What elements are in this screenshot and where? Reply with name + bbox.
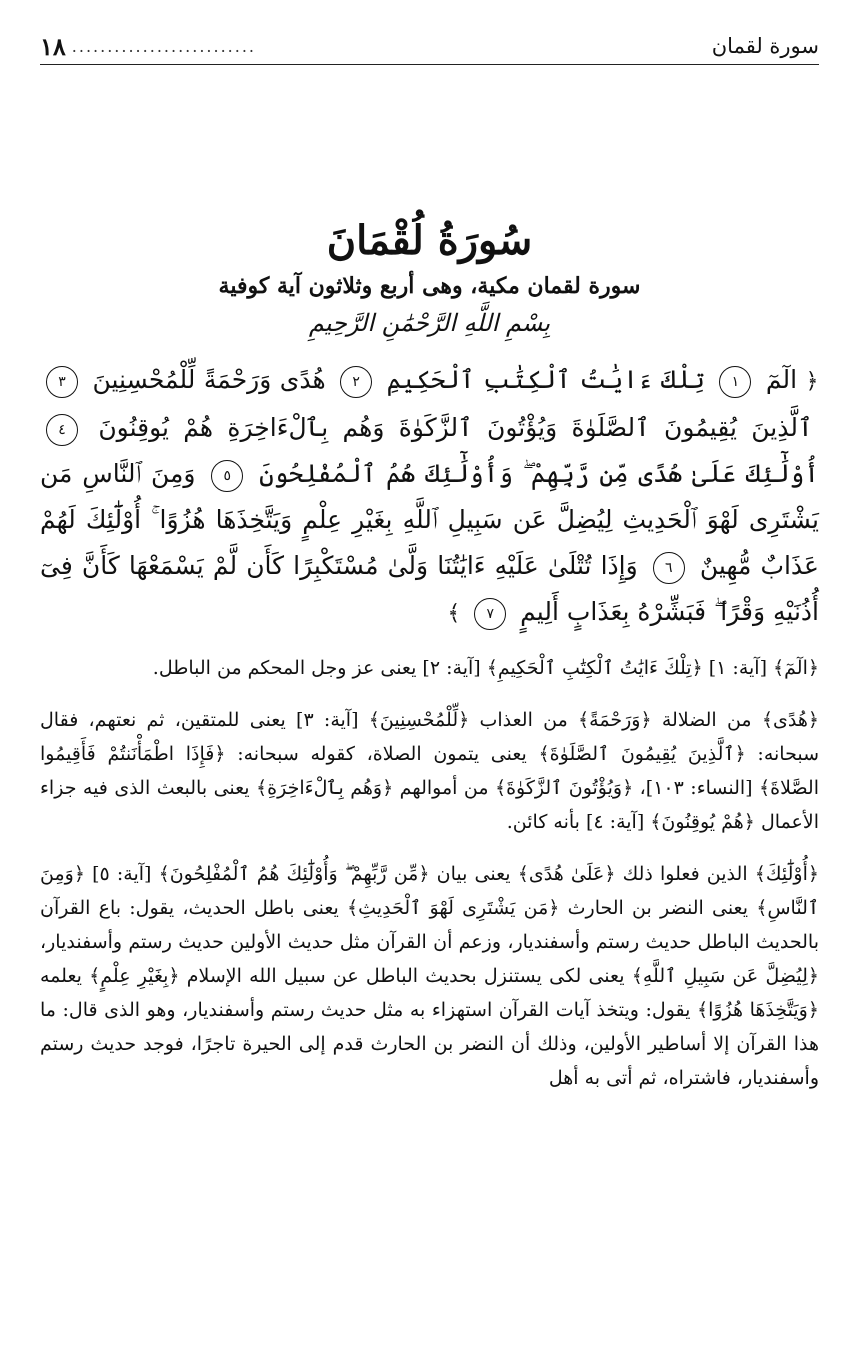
tafsir-commentary xyxy=(40,651,819,1095)
quran-verses xyxy=(40,357,819,637)
verse-number-marker: ١ xyxy=(719,366,751,398)
surah-title: سُورَةُ لُقْمَانَ xyxy=(326,217,533,264)
verse-text: ٱلَّذِينَ يُقِيمُونَ ٱلصَّلَوٰةَ وَيُؤْتُونَ ٱلزَّكَوٰةَ وَهُم بِٱلْءَاخِرَةِ هُمْ يُوقِنُونَ xyxy=(98,413,813,442)
header-title: سورة لقمان xyxy=(711,34,819,58)
commentary-paragraph: ﴿الٓمٓ﴾ [آية: ١] ﴿تِلْكَ ءَايَٰتُ ٱلْكِتَٰبِ ٱلْحَكِيمِ﴾ [آية: ٢] يعنى عز وجل المحكم من الباطل. xyxy=(152,657,819,679)
header-dots: .......................... xyxy=(71,36,257,56)
verse-2 xyxy=(326,365,705,394)
verse-number-marker: ٧ xyxy=(474,598,506,630)
verse-3 xyxy=(40,365,326,394)
verses-close-bracket: ﴾ xyxy=(447,601,461,626)
verse-number-marker: ٢ xyxy=(340,366,372,398)
verse-text: وَمِنَ ٱلنَّاسِ مَن يَشْتَرِى لَهْوَ ٱلْحَدِيثِ لِيُضِلَّ عَن سَبِيلِ ٱللَّهِ بِغَيْرِ عِلْمٍ وَيَتَّخِذَهَا هُزُوًا ۚ أُوْلَٰٓئِكَ لَهُمْ عَذَابٌ مُّهِينٌ xyxy=(40,459,819,580)
commentary-paragraph: ﴿هُدًى﴾ من الضلالة ﴿وَرَحْمَةً﴾ من العذاب ﴿لِّلْمُحْسِنِينَ﴾ [آية: ٣] يعنى للمتقين، ثم نعتهم، فقال سبحانه: ﴿ٱلَّذِينَ يُقِيمُونَ ٱلصَّلَوٰةَ﴾ يعنى يتمون الصلاة، كقوله سبحانه: ﴿فَإِذَا اطْمَأْنَنتُمْ فَأَقِيمُوا الصَّلاةَ﴾ [النساء: ١٠٣]، ﴿وَيُؤْتُونَ ٱلزَّكَوٰةَ﴾ من أموالهم ﴿وَهُم بِٱلْءَاخِرَةِ﴾ يعنى بالبعث الذى فيه جزاء الأعمال ﴿هُمْ يُوقِنُونَ﴾ [آية: ٤] بأنه كائن. xyxy=(40,709,820,833)
verse-number-marker: ٤ xyxy=(46,414,78,446)
page-number: ١٨ xyxy=(40,31,66,61)
verse-number-marker: ٦ xyxy=(653,552,685,584)
verse-text: تِلْكَ ءَايَٰتُ ٱلْكِتَٰبِ ٱلْحَكِيمِ xyxy=(386,365,705,394)
verse-text: الٓمٓ xyxy=(765,365,798,394)
verse-text: هُدًى وَرَحْمَةً لِّلْمُحْسِنِينَ xyxy=(92,365,326,394)
running-header xyxy=(40,28,819,65)
verse-4 xyxy=(40,413,813,442)
verse-5 xyxy=(196,459,819,488)
verse-number-marker: ٣ xyxy=(46,366,78,398)
header-left xyxy=(40,32,256,61)
verse-text: أُوْلَٰٓئِكَ عَلَىٰ هُدًى مِّن رَّبِّهِمْ ۖ وَأُوْلَٰٓئِكَ هُمُ ٱلْمُفْلِحُونَ xyxy=(259,459,819,488)
basmala: بِسْمِ اللَّهِ الرَّحْمَٰنِ الرَّحِيمِ xyxy=(308,309,551,337)
verses-open-bracket: ﴿ xyxy=(805,369,819,394)
verse-number-marker: ٥ xyxy=(211,460,243,492)
verse-1 xyxy=(705,365,797,394)
verse-text: وَإِذَا تُتْلَىٰ عَلَيْهِ ءَايَٰتُنَا وَلَّىٰ مُسْتَكْبِرًا كَأَن لَّمْ يَسْمَعْهَا كَأَنَّ فِىٓ أُذُنَيْهِ وَقْرًا ۖ فَبَشِّرْهُ بِعَذَابٍ أَلِيمٍ xyxy=(40,551,819,626)
commentary-paragraph: ﴿أُوْلَٰٓئِكَ﴾ الذين فعلوا ذلك ﴿عَلَىٰ هُدًى﴾ يعنى بيان ﴿مِّن رَّبِّهِمْ ۖ وَأُوْلَٰٓئِكَ هُمُ ٱلْمُفْلِحُونَ﴾ [آية: ٥] ﴿وَمِنَ ٱلنَّاسِ﴾ يعنى النضر بن الحارث ﴿مَن يَشْتَرِى لَهْوَ ٱلْحَدِيثِ﴾ يعنى باطل الحديث، يقول: باع القرآن بالحديث الباطل حديث رستم وأسفنديار، وزعم أن القرآن مثل حديث الأولين حديث رستم وأسفنديار، ﴿لِيُضِلَّ عَن سَبِيلِ ٱللَّهِ﴾ يعنى لكى يستنزل بحديث الباطل عن سبيل الله الإسلام ﴿بِغَيْرِ عِلْمٍ﴾ يعلمه ﴿وَيَتَّخِذَهَا هُزُوًا﴾ يقول: ويتخذ آيات القرآن استهزاء به مثل حديث رستم وأسفنديار، وهو الذى قال: ما هذا القرآن إلا أساطير الأولين، وذلك أن النضر بن الحارث قدم إلى الحيرة تاجرًا، فوجد حديث رستم وأسفنديار، فاشتراه، ثم أتى به أهل xyxy=(40,863,819,1089)
surah-title-block xyxy=(40,215,819,337)
surah-subtitle: سورة لقمان مكية، وهى أربع وثلاثون آية كوفية xyxy=(218,273,641,299)
